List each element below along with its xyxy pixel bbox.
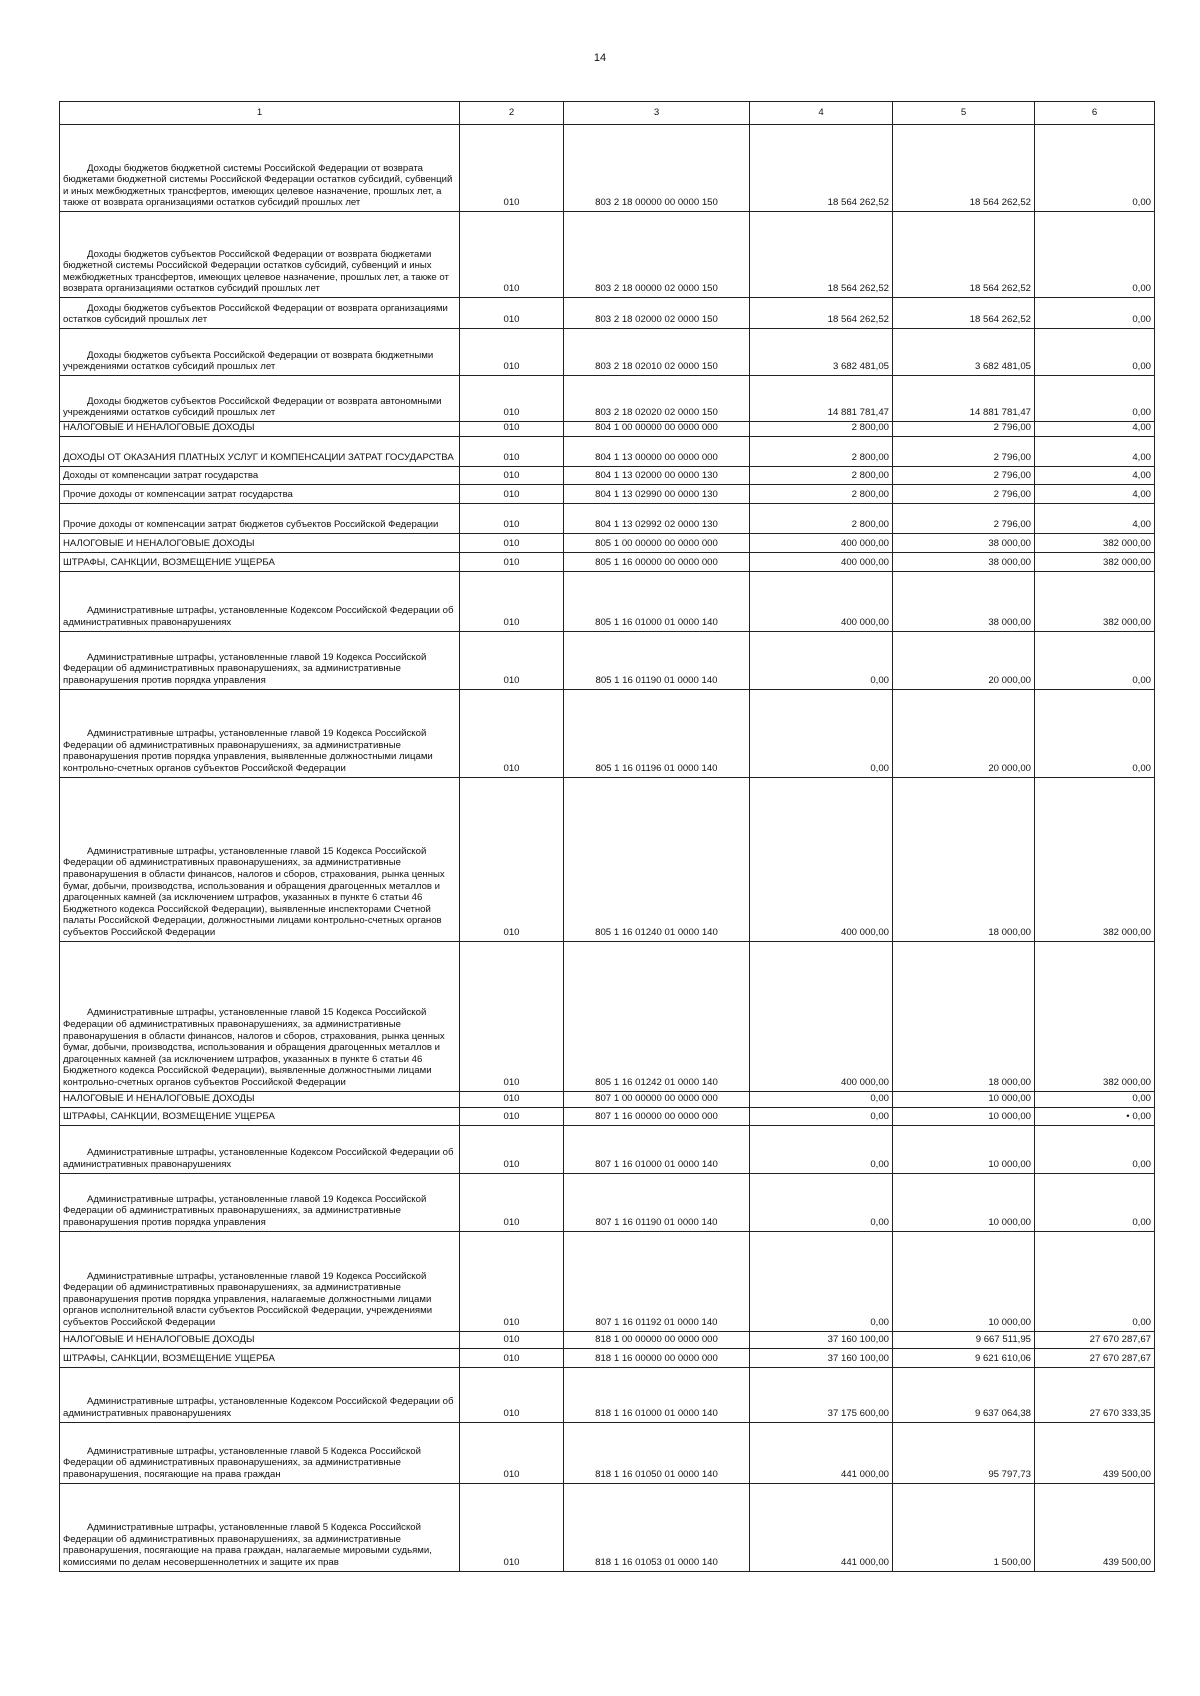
income-name-cell: Административные штрафы, установленные главой 19 Кодекса Российской Федерации об административных правонарушениях, за административные правонарушения против порядка управления, выявленные должностными лицами контрольно-счетных органов субъектов Российской Федерации (60, 689, 460, 777)
table-row (60, 552, 1155, 571)
income-name-cell: Административные штрафы, установленные главой 5 Кодекса Российской Федерации об административных правонарушениях, за административные правонарушения, посягающие на права граждан (60, 1422, 460, 1483)
unexecuted-amount-cell: 27 670 333,35 (1035, 1367, 1155, 1422)
approved-amount-cell: 0,00 (750, 631, 893, 689)
column-header: 1 (60, 102, 460, 125)
classification-code-cell: 804 1 13 02990 00 0000 130 (564, 484, 750, 503)
row-code-cell: 010 (460, 466, 564, 484)
table-row (60, 422, 1155, 437)
table-row (60, 466, 1155, 484)
approved-amount-cell: 0,00 (750, 1091, 893, 1107)
column-header: 4 (750, 102, 893, 125)
executed-amount-cell: 38 000,00 (893, 571, 1035, 631)
row-code-cell: 010 (460, 1483, 564, 1571)
table-row (60, 1173, 1155, 1231)
approved-amount-cell: 2 800,00 (750, 484, 893, 503)
approved-amount-cell: 14 881 781,47 (750, 376, 893, 422)
unexecuted-amount-cell: 0,00 (1035, 1091, 1155, 1107)
approved-amount-cell: 0,00 (750, 1231, 893, 1331)
executed-amount-cell: 2 796,00 (893, 422, 1035, 437)
classification-code-cell: 818 1 00 00000 00 0000 000 (564, 1331, 750, 1348)
table-row (60, 503, 1155, 533)
approved-amount-cell: 0,00 (750, 1173, 893, 1231)
classification-code-cell: 818 1 16 00000 00 0000 000 (564, 1348, 750, 1367)
table-row (60, 125, 1155, 212)
approved-amount-cell: 400 000,00 (750, 571, 893, 631)
income-name-cell: Административные штрафы, установленные главой 15 Кодекса Российской Федерации об административных правонарушениях, за административные правонарушения в области финансов, налогов и сборов, страхования, рынка ценных бумаг, добычи, производства, использования и обращения драгоценных металлов и драгоценных камней (за исключением штрафов, указанных в пункте 6 статьи 46 Бюджетного кодекса Российской Федерации), выявленные должностными лицами контрольно-счетных органов субъектов Российской Федерации (60, 941, 460, 1091)
unexecuted-amount-cell: 0,00 (1035, 689, 1155, 777)
row-code-cell: 010 (460, 631, 564, 689)
classification-code-cell: 807 1 16 01192 01 0000 140 (564, 1231, 750, 1331)
income-name-cell: ШТРАФЫ, САНКЦИИ, ВОЗМЕЩЕНИЕ УЩЕРБА (60, 552, 460, 571)
income-name-cell: Административные штрафы, установленные главой 5 Кодекса Российской Федерации об административных правонарушениях, за административные правонарушения, посягающие на права граждан, налагаемые мировыми судьями, комиссиями по делам несовершеннолетних и защите их прав (60, 1483, 460, 1571)
approved-amount-cell: 18 564 262,52 (750, 125, 893, 212)
executed-amount-cell: 2 796,00 (893, 436, 1035, 466)
executed-amount-cell: 38 000,00 (893, 533, 1035, 552)
column-header: 2 (460, 102, 564, 125)
table-row (60, 689, 1155, 777)
classification-code-cell: 805 1 00 00000 00 0000 000 (564, 533, 750, 552)
approved-amount-cell: 37 160 100,00 (750, 1331, 893, 1348)
executed-amount-cell: 9 637 064,38 (893, 1367, 1035, 1422)
classification-code-cell: 805 1 16 01000 01 0000 140 (564, 571, 750, 631)
executed-amount-cell: 10 000,00 (893, 1107, 1035, 1125)
column-header: 6 (1035, 102, 1155, 125)
row-code-cell: 010 (460, 571, 564, 631)
executed-amount-cell: 38 000,00 (893, 552, 1035, 571)
table-row (60, 1331, 1155, 1348)
income-name-cell: Административные штрафы, установленные Кодексом Российской Федерации об административных правонарушениях (60, 1125, 460, 1173)
approved-amount-cell: 2 800,00 (750, 503, 893, 533)
row-code-cell: 010 (460, 533, 564, 552)
classification-code-cell: 803 2 18 02000 02 0000 150 (564, 298, 750, 329)
approved-amount-cell: 0,00 (750, 1125, 893, 1173)
row-code-cell: 010 (460, 552, 564, 571)
income-name-cell: Административные штрафы, установленные Кодексом Российской Федерации об административных правонарушениях (60, 571, 460, 631)
classification-code-cell: 807 1 16 01190 01 0000 140 (564, 1173, 750, 1231)
executed-amount-cell: 9 667 511,95 (893, 1331, 1035, 1348)
row-code-cell: 010 (460, 1422, 564, 1483)
approved-amount-cell: 400 000,00 (750, 777, 893, 941)
column-number-header-row (60, 102, 1155, 125)
table-row (60, 484, 1155, 503)
classification-code-cell: 804 1 13 02000 00 0000 130 (564, 466, 750, 484)
row-code-cell: 010 (460, 689, 564, 777)
row-code-cell: 010 (460, 1348, 564, 1367)
unexecuted-amount-cell: 382 000,00 (1035, 571, 1155, 631)
row-code-cell: 010 (460, 298, 564, 329)
classification-code-cell: 818 1 16 01053 01 0000 140 (564, 1483, 750, 1571)
table-row (60, 777, 1155, 941)
approved-amount-cell: 2 800,00 (750, 466, 893, 484)
executed-amount-cell: 9 621 610,06 (893, 1348, 1035, 1367)
income-name-cell: Доходы бюджетов субъекта Российской Федерации от возврата бюджетными учреждениями остатков субсидий прошлых лет (60, 329, 460, 376)
executed-amount-cell: 1 500,00 (893, 1483, 1035, 1571)
table-row (60, 376, 1155, 422)
executed-amount-cell: 2 796,00 (893, 503, 1035, 533)
unexecuted-amount-cell: 0,00 (1035, 1231, 1155, 1331)
income-name-cell: Административные штрафы, установленные главой 19 Кодекса Российской Федерации об административных правонарушениях, за административные правонарушения против порядка управления (60, 631, 460, 689)
row-code-cell: 010 (460, 125, 564, 212)
executed-amount-cell: 20 000,00 (893, 631, 1035, 689)
income-name-cell: Прочие доходы от компенсации затрат государства (60, 484, 460, 503)
row-code-cell: 010 (460, 777, 564, 941)
classification-code-cell: 807 1 16 01000 01 0000 140 (564, 1125, 750, 1173)
table-row (60, 436, 1155, 466)
unexecuted-amount-cell: 0,00 (1035, 1173, 1155, 1231)
income-name-cell: ДОХОДЫ ОТ ОКАЗАНИЯ ПЛАТНЫХ УСЛУГ И КОМПЕНСАЦИИ ЗАТРАТ ГОСУДАРСТВА (60, 436, 460, 466)
row-code-cell: 010 (460, 1231, 564, 1331)
table-row (60, 1107, 1155, 1125)
approved-amount-cell: 400 000,00 (750, 941, 893, 1091)
table-row (60, 1367, 1155, 1422)
table-row (60, 1348, 1155, 1367)
unexecuted-amount-cell: 0,00 (1035, 1125, 1155, 1173)
column-header: 5 (893, 102, 1035, 125)
income-name-cell: НАЛОГОВЫЕ И НЕНАЛОГОВЫЕ ДОХОДЫ (60, 533, 460, 552)
income-name-cell: Доходы от компенсации затрат государства (60, 466, 460, 484)
table-row (60, 1231, 1155, 1331)
row-code-cell: 010 (460, 1107, 564, 1125)
unexecuted-amount-cell: 382 000,00 (1035, 533, 1155, 552)
unexecuted-amount-cell: 27 670 287,67 (1035, 1331, 1155, 1348)
income-name-cell: Прочие доходы от компенсации затрат бюджетов субъектов Российской Федерации (60, 503, 460, 533)
unexecuted-amount-cell: 4,00 (1035, 436, 1155, 466)
classification-code-cell: 805 1 16 01240 01 0000 140 (564, 777, 750, 941)
executed-amount-cell: 10 000,00 (893, 1125, 1035, 1173)
income-name-cell: Административные штрафы, установленные главой 19 Кодекса Российской Федерации об административных правонарушениях, за административные правонарушения против порядка управления (60, 1173, 460, 1231)
row-code-cell: 010 (460, 212, 564, 298)
table-row (60, 1483, 1155, 1571)
executed-amount-cell: 95 797,73 (893, 1422, 1035, 1483)
executed-amount-cell: 3 682 481,05 (893, 329, 1035, 376)
unexecuted-amount-cell: 382 000,00 (1035, 777, 1155, 941)
classification-code-cell: 803 2 18 00000 00 0000 150 (564, 125, 750, 212)
table-row (60, 212, 1155, 298)
unexecuted-amount-cell: 0,00 (1035, 212, 1155, 298)
income-name-cell: НАЛОГОВЫЕ И НЕНАЛОГОВЫЕ ДОХОДЫ (60, 1091, 460, 1107)
table-row (60, 533, 1155, 552)
executed-amount-cell: 18 564 262,52 (893, 298, 1035, 329)
approved-amount-cell: 400 000,00 (750, 552, 893, 571)
classification-code-cell: 805 1 16 01242 01 0000 140 (564, 941, 750, 1091)
row-code-cell: 010 (460, 1125, 564, 1173)
income-name-cell: Административные штрафы, установленные главой 19 Кодекса Российской Федерации об административных правонарушениях, за административные правонарушения против порядка управления, налагаемые должностными лицами органов исполнительной власти субъектов Российской Федерации, учреждениями субъектов Российской Федерации (60, 1231, 460, 1331)
income-name-cell: Доходы бюджетов бюджетной системы Российской Федерации от возврата бюджетами бюджетной системы Российской Федерации остатков субсидий, субвенций и иных межбюджетных трансфертов, имеющих целевое назначение, прошлых лет, а также от возврата организациями остатков субсидий прошлых лет (60, 125, 460, 212)
approved-amount-cell: 441 000,00 (750, 1483, 893, 1571)
income-name-cell: НАЛОГОВЫЕ И НЕНАЛОГОВЫЕ ДОХОДЫ (60, 422, 460, 437)
approved-amount-cell: 3 682 481,05 (750, 329, 893, 376)
executed-amount-cell: 10 000,00 (893, 1091, 1035, 1107)
income-name-cell: Доходы бюджетов субъектов Российской Федерации от возврата бюджетами бюджетной системы Российской Федерации остатков субсидий, субвенций и иных межбюджетных трансфертов, имеющих целевое назначение, прошлых лет, а также от возврата организациями остатков субсидий прошлых лет (60, 212, 460, 298)
unexecuted-amount-cell: 0,00 (1035, 631, 1155, 689)
report-body (60, 125, 1155, 1572)
page-number: 14 (593, 52, 607, 64)
row-code-cell: 010 (460, 484, 564, 503)
table-row (60, 631, 1155, 689)
unexecuted-amount-cell: 4,00 (1035, 484, 1155, 503)
executed-amount-cell: 10 000,00 (893, 1173, 1035, 1231)
table-row (60, 941, 1155, 1091)
unexecuted-amount-cell: 382 000,00 (1035, 552, 1155, 571)
row-code-cell: 010 (460, 1367, 564, 1422)
row-code-cell: 010 (460, 422, 564, 437)
unexecuted-amount-cell: 382 000,00 (1035, 941, 1155, 1091)
approved-amount-cell: 0,00 (750, 689, 893, 777)
classification-code-cell: 807 1 16 00000 00 0000 000 (564, 1107, 750, 1125)
executed-amount-cell: 18 564 262,52 (893, 212, 1035, 298)
executed-amount-cell: 2 796,00 (893, 466, 1035, 484)
row-code-cell: 010 (460, 1091, 564, 1107)
income-name-cell: Доходы бюджетов субъектов Российской Федерации от возврата организациями остатков субсидий прошлых лет (60, 298, 460, 329)
executed-amount-cell: 18 000,00 (893, 941, 1035, 1091)
executed-amount-cell: 14 881 781,47 (893, 376, 1035, 422)
approved-amount-cell: 0,00 (750, 1107, 893, 1125)
unexecuted-amount-cell: 4,00 (1035, 503, 1155, 533)
income-name-cell: ШТРАФЫ, САНКЦИИ, ВОЗМЕЩЕНИЕ УЩЕРБА (60, 1107, 460, 1125)
unexecuted-amount-cell: 0,00 (1035, 329, 1155, 376)
unexecuted-amount-cell: 0,00 (1035, 376, 1155, 422)
classification-code-cell: 804 1 13 02992 02 0000 130 (564, 503, 750, 533)
row-code-cell: 010 (460, 1173, 564, 1231)
approved-amount-cell: 441 000,00 (750, 1422, 893, 1483)
unexecuted-amount-cell: 439 500,00 (1035, 1483, 1155, 1571)
classification-code-cell: 803 2 18 02010 02 0000 150 (564, 329, 750, 376)
table-row (60, 1125, 1155, 1173)
classification-code-cell: 818 1 16 01050 01 0000 140 (564, 1422, 750, 1483)
table-row (60, 1422, 1155, 1483)
executed-amount-cell: 10 000,00 (893, 1231, 1035, 1331)
classification-code-cell: 805 1 16 01196 01 0000 140 (564, 689, 750, 777)
classification-code-cell: 807 1 00 00000 00 0000 000 (564, 1091, 750, 1107)
unexecuted-amount-cell: 27 670 287,67 (1035, 1348, 1155, 1367)
table-row (60, 1091, 1155, 1107)
unexecuted-amount-cell: 4,00 (1035, 466, 1155, 484)
row-code-cell: 010 (460, 941, 564, 1091)
executed-amount-cell: 2 796,00 (893, 484, 1035, 503)
revenue-report-table (59, 101, 1155, 1572)
unexecuted-amount-cell: • 0,00 (1035, 1107, 1155, 1125)
approved-amount-cell: 37 175 600,00 (750, 1367, 893, 1422)
classification-code-cell: 804 1 00 00000 00 0000 000 (564, 422, 750, 437)
approved-amount-cell: 2 800,00 (750, 436, 893, 466)
income-name-cell: ШТРАФЫ, САНКЦИИ, ВОЗМЕЩЕНИЕ УЩЕРБА (60, 1348, 460, 1367)
approved-amount-cell: 37 160 100,00 (750, 1348, 893, 1367)
classification-code-cell: 803 2 18 02020 02 0000 150 (564, 376, 750, 422)
approved-amount-cell: 18 564 262,52 (750, 298, 893, 329)
classification-code-cell: 805 1 16 00000 00 0000 000 (564, 552, 750, 571)
table-row (60, 298, 1155, 329)
row-code-cell: 010 (460, 329, 564, 376)
unexecuted-amount-cell: 4,00 (1035, 422, 1155, 437)
table-row (60, 329, 1155, 376)
unexecuted-amount-cell: 0,00 (1035, 125, 1155, 212)
row-code-cell: 010 (460, 1331, 564, 1348)
income-name-cell: Доходы бюджетов субъектов Российской Федерации от возврата автономными учреждениями остатков субсидий прошлых лет (60, 376, 460, 422)
approved-amount-cell: 400 000,00 (750, 533, 893, 552)
unexecuted-amount-cell: 0,00 (1035, 298, 1155, 329)
table-row (60, 571, 1155, 631)
unexecuted-amount-cell: 439 500,00 (1035, 1422, 1155, 1483)
executed-amount-cell: 18 000,00 (893, 777, 1035, 941)
income-name-cell: Административные штрафы, установленные Кодексом Российской Федерации об административных правонарушениях (60, 1367, 460, 1422)
classification-code-cell: 805 1 16 01190 01 0000 140 (564, 631, 750, 689)
approved-amount-cell: 2 800,00 (750, 422, 893, 437)
classification-code-cell: 804 1 13 00000 00 0000 000 (564, 436, 750, 466)
executed-amount-cell: 18 564 262,52 (893, 125, 1035, 212)
row-code-cell: 010 (460, 436, 564, 466)
income-name-cell: НАЛОГОВЫЕ И НЕНАЛОГОВЫЕ ДОХОДЫ (60, 1331, 460, 1348)
classification-code-cell: 818 1 16 01000 01 0000 140 (564, 1367, 750, 1422)
executed-amount-cell: 20 000,00 (893, 689, 1035, 777)
row-code-cell: 010 (460, 376, 564, 422)
income-name-cell: Административные штрафы, установленные главой 15 Кодекса Российской Федерации об административных правонарушениях, за административные правонарушения в области финансов, налогов и сборов, страхования, рынка ценных бумаг, добычи, производства, использования и обращения драгоценных металлов и драгоценных камней (за исключением штрафов, указанных в пункте 6 статьи 46 Бюджетного кодекса Российской Федерации), выявленные инспекторами Счетной палаты Российской Федерации, должностными лицами контрольно-счетных органов субъектов Российской Федерации (60, 777, 460, 941)
approved-amount-cell: 18 564 262,52 (750, 212, 893, 298)
row-code-cell: 010 (460, 503, 564, 533)
column-header: 3 (564, 102, 750, 125)
classification-code-cell: 803 2 18 00000 02 0000 150 (564, 212, 750, 298)
